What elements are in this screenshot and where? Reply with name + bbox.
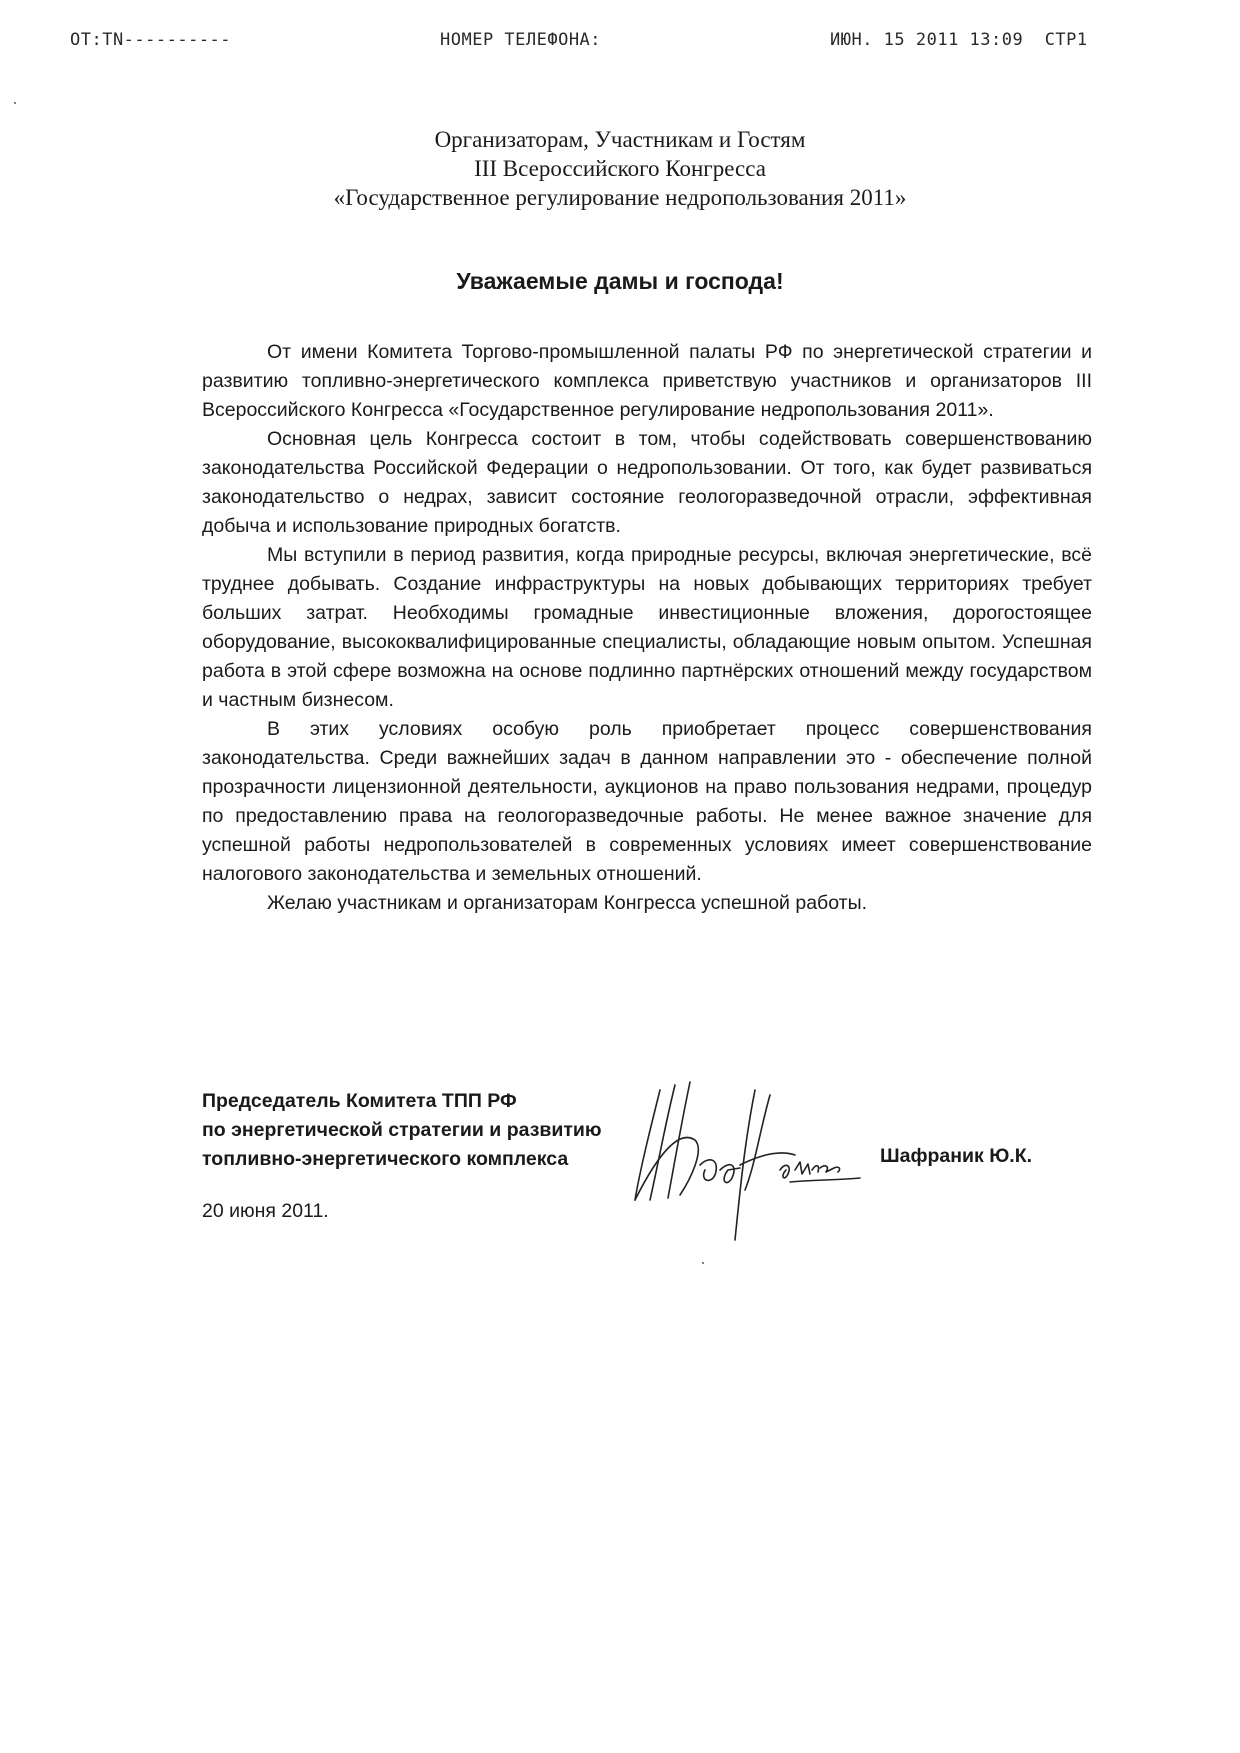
signatory-title-line-1: Председатель Комитета ТПП РФ [202, 1090, 517, 1112]
paragraph: Мы вступили в период развития, когда природные ресурсы, включая энергетические, всё труднее добывать. Создание инфраструктуры на новых добывающих территориях требует больших затрат. Необходимы громадные инвестиционные вложения, дорогостоящее оборудование, высококвалифицированные специалисты, обладающие новым опытом. Успешная работа в этой сфере возможна на основе подлинно партнёрских отношений между государством и частным бизнесом. [202, 544, 1092, 711]
letter-date: 20 июня 2011. [202, 1200, 329, 1222]
paragraph: От имени Комитета Торгово-промышленной палаты РФ по энергетической стратегии и развитию топливно-энергетического комплекса приветствую участников и организаторов III Всероссийского Конгресса «Государственное регулирование недропользования 2011». [202, 341, 1092, 421]
fax-sender: ОТ:TN---------- [70, 30, 232, 50]
signatory-title-line-2: по энергетической стратегии и развитию [202, 1119, 602, 1141]
fax-header [0, 30, 1240, 60]
signatory-title-line-3: топливно-энергетического комплекса [202, 1148, 569, 1170]
signatory-title [202, 1087, 602, 1174]
fax-phone-label: НОМЕР ТЕЛЕФОНА: [440, 30, 602, 50]
letter-body [202, 338, 1092, 918]
scan-speck [14, 102, 16, 104]
recipient-block [200, 125, 1040, 212]
scan-speck [702, 1262, 704, 1264]
recipient-line-1: Организаторам, Участникам и Гостям [434, 127, 806, 152]
paragraph: Основная цель Конгресса состоит в том, чтобы содействовать совершенствованию законодательства Российской Федерации о недропользовании. От того, как будет развиваться законодательство о недрах, зависит состояние геологоразведочной отрасли, эффективная добыча и использование природных богатств. [202, 428, 1092, 537]
paragraph: В этих условиях особую роль приобретает процесс совершенствования законодательства. Среди важнейших задач в данном направлении это - обеспечение полной прозрачности лицензионной деятельности, аукционов на право пользования недрами, процедур по предоставлению права на геологоразведочные работы. Не менее важное значение для успешной работы недропользователей в современных условиях имеет совершенствование налогового законодательства и земельных отношений. [202, 718, 1092, 885]
fax-date-page: ИЮН. 15 2011 13:09 СТР1 [830, 30, 1088, 50]
recipient-line-2: III Всероссийского Конгресса [474, 156, 766, 181]
recipient-line-3: «Государственное регулирование недропользования 2011» [333, 185, 907, 210]
paragraph: Желаю участникам и организаторам Конгресса успешной работы. [267, 892, 868, 914]
handwritten-signature [620, 1070, 870, 1250]
salutation: Уважаемые дамы и господа! [456, 268, 784, 294]
signer-name: Шафраник Ю.К. [880, 1145, 1033, 1167]
